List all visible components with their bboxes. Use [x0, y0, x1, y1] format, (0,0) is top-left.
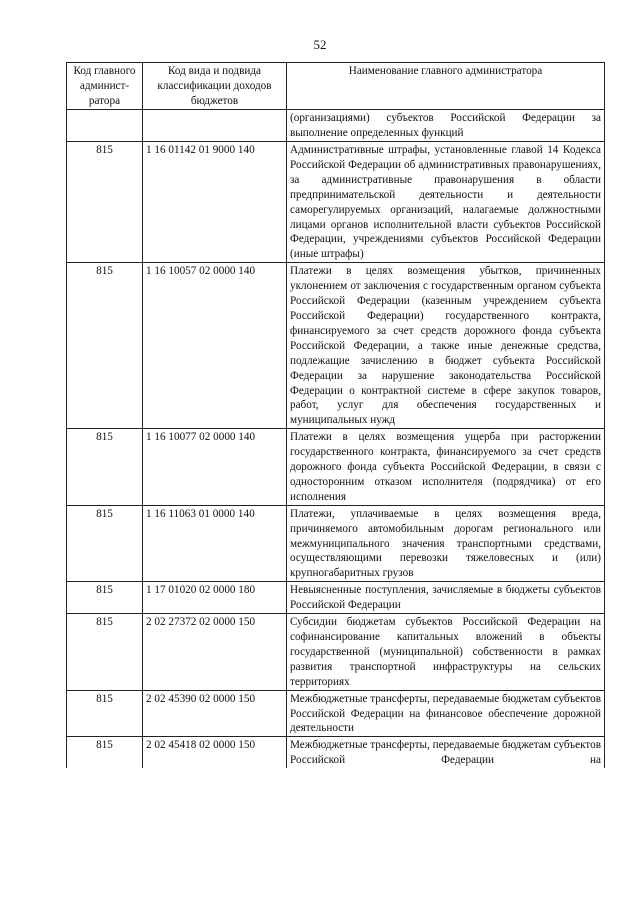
table-row	[67, 737, 605, 768]
header-admin-code: Код главного админист-ратора	[67, 63, 143, 110]
row-admin-name: Платежи в целях возмещения убытков, причиненных уклонением от заключения с государственным органом субъекта Российской Федерации (казенным учреждением субъекта Российской Федерации) государственного контракта, финансируемого за счет средств дорожного фонда субъекта Российской Федерации, а также иные денежные средства, подлежащие зачислению в бюджет субъекта Российской Федерации за нарушение законодательства Российской Федерации о контрактной системе в сфере закупок товаров, работ, услуг для обеспечения государственных и муниципальных нужд	[287, 263, 605, 429]
row-revenue-code: 1 16 10057 02 0000 140	[143, 263, 287, 429]
table-row	[67, 690, 605, 737]
row-admin-code: 815	[67, 429, 143, 506]
row-revenue-code	[143, 110, 287, 142]
row-admin-name: Межбюджетные трансферты, передаваемые бюджетам субъектов Российской Федерации на	[287, 737, 605, 768]
row-revenue-code: 1 16 01142 01 9000 140	[143, 142, 287, 263]
header-admin-name: Наименование главного администратора	[287, 63, 605, 110]
table-row	[67, 614, 605, 691]
table-row	[67, 142, 605, 263]
row-admin-name: Платежи, уплачиваемые в целях возмещения вреда, причиняемого автомобильным дорогам регионального или межмуниципального значения транспортными средствами, осуществляющими перевозки тяжеловесных и (или) крупногабаритных грузов	[287, 505, 605, 582]
table-row	[67, 582, 605, 614]
row-admin-code: 815	[67, 505, 143, 582]
revenue-admin-table	[66, 62, 605, 768]
row-admin-name: (организациями) субъектов Российской Федерации за выполнение определенных функций	[287, 110, 605, 142]
row-admin-name: Административные штрафы, установленные главой 14 Кодекса Российской Федерации об административных правонарушениях, за административные правонарушения в области предпринимательской деятельности и деятельности саморегулируемых организаций, налагаемые должностными лицами органов исполнительной власти субъектов Российской Федерации, учреждениями субъектов Российской Федерации (иные штрафы)	[287, 142, 605, 263]
row-revenue-code: 2 02 27372 02 0000 150	[143, 614, 287, 691]
row-revenue-code: 2 02 45390 02 0000 150	[143, 690, 287, 737]
row-admin-code: 815	[67, 582, 143, 614]
row-admin-code: 815	[67, 142, 143, 263]
row-admin-name: Невыясненные поступления, зачисляемые в бюджеты субъектов Российской Федерации	[287, 582, 605, 614]
row-revenue-code: 2 02 45418 02 0000 150	[143, 737, 287, 768]
row-admin-code: 815	[67, 737, 143, 768]
table-header-row	[67, 63, 605, 110]
row-admin-code	[67, 110, 143, 142]
table-row	[67, 110, 605, 142]
row-admin-code: 815	[67, 614, 143, 691]
table-row	[67, 429, 605, 506]
row-admin-code: 815	[67, 690, 143, 737]
table-row	[67, 505, 605, 582]
row-admin-name: Субсидии бюджетам субъектов Российской Федерации на софинансирование капитальных вложений в объекты государственной (муниципальной) собственности в рамках развития транспортной инфраструктуры на сельских территориях	[287, 614, 605, 691]
row-admin-name: Межбюджетные трансферты, передаваемые бюджетам субъектов Российской Федерации на финансовое обеспечение дорожной деятельности	[287, 690, 605, 737]
row-admin-name: Платежи в целях возмещения ущерба при расторжении государственного контракта, финансируемого за счет средств дорожного фонда субъекта Российской Федерации, в связи с односторонним отказом исполнителя (подрядчика) от его исполнения	[287, 429, 605, 506]
row-revenue-code: 1 16 10077 02 0000 140	[143, 429, 287, 506]
page-number: 52	[313, 37, 327, 52]
table-row	[67, 263, 605, 429]
row-admin-code: 815	[67, 263, 143, 429]
row-revenue-code: 1 16 11063 01 0000 140	[143, 505, 287, 582]
header-revenue-code: Код вида и подвида классификации доходов бюджетов	[143, 63, 287, 110]
row-revenue-code: 1 17 01020 02 0000 180	[143, 582, 287, 614]
table-body	[67, 110, 605, 769]
